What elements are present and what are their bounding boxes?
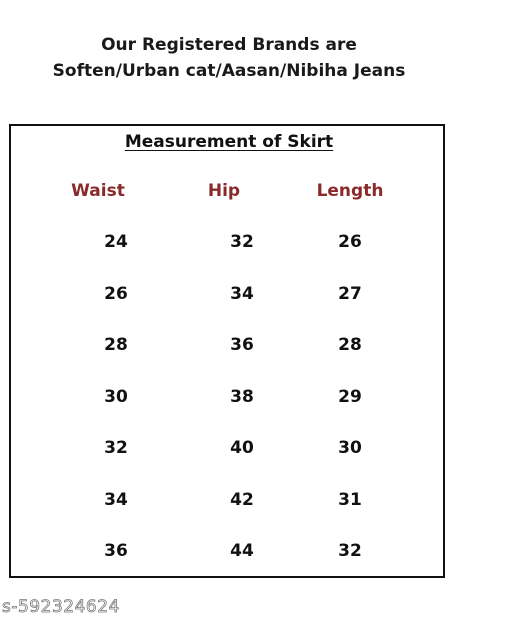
column-header-length: Length — [316, 181, 384, 201]
hip-cell: 44 — [230, 541, 254, 561]
hip-cell: 38 — [230, 387, 254, 407]
waist-cell: 26 — [104, 284, 128, 304]
waist-cell: 34 — [104, 490, 128, 510]
hip-cell: 42 — [230, 490, 254, 510]
length-cell: 30 — [338, 438, 362, 458]
brands-heading-line-2: Soften/Urban cat/Aasan/Nibiha Jeans — [52, 61, 406, 81]
measurement-table-box — [9, 124, 445, 578]
column-header-waist: Waist — [71, 181, 125, 201]
length-cell: 31 — [338, 490, 362, 510]
hip-cell: 40 — [230, 438, 254, 458]
length-cell: 26 — [338, 232, 362, 252]
waist-cell: 28 — [104, 335, 128, 355]
brands-heading-line-1: Our Registered Brands are — [101, 35, 357, 55]
waist-cell: 36 — [104, 541, 128, 561]
length-cell: 32 — [338, 541, 362, 561]
column-header-hip: Hip — [207, 181, 241, 201]
table-title: Measurement of Skirt — [124, 132, 334, 152]
waist-cell: 32 — [104, 438, 128, 458]
waist-cell: 30 — [104, 387, 128, 407]
length-cell: 28 — [338, 335, 362, 355]
hip-cell: 34 — [230, 284, 254, 304]
waist-cell: 24 — [104, 232, 128, 252]
length-cell: 29 — [338, 387, 362, 407]
product-id-watermark: s-592324624 — [2, 597, 120, 617]
length-cell: 27 — [338, 284, 362, 304]
hip-cell: 36 — [230, 335, 254, 355]
hip-cell: 32 — [230, 232, 254, 252]
